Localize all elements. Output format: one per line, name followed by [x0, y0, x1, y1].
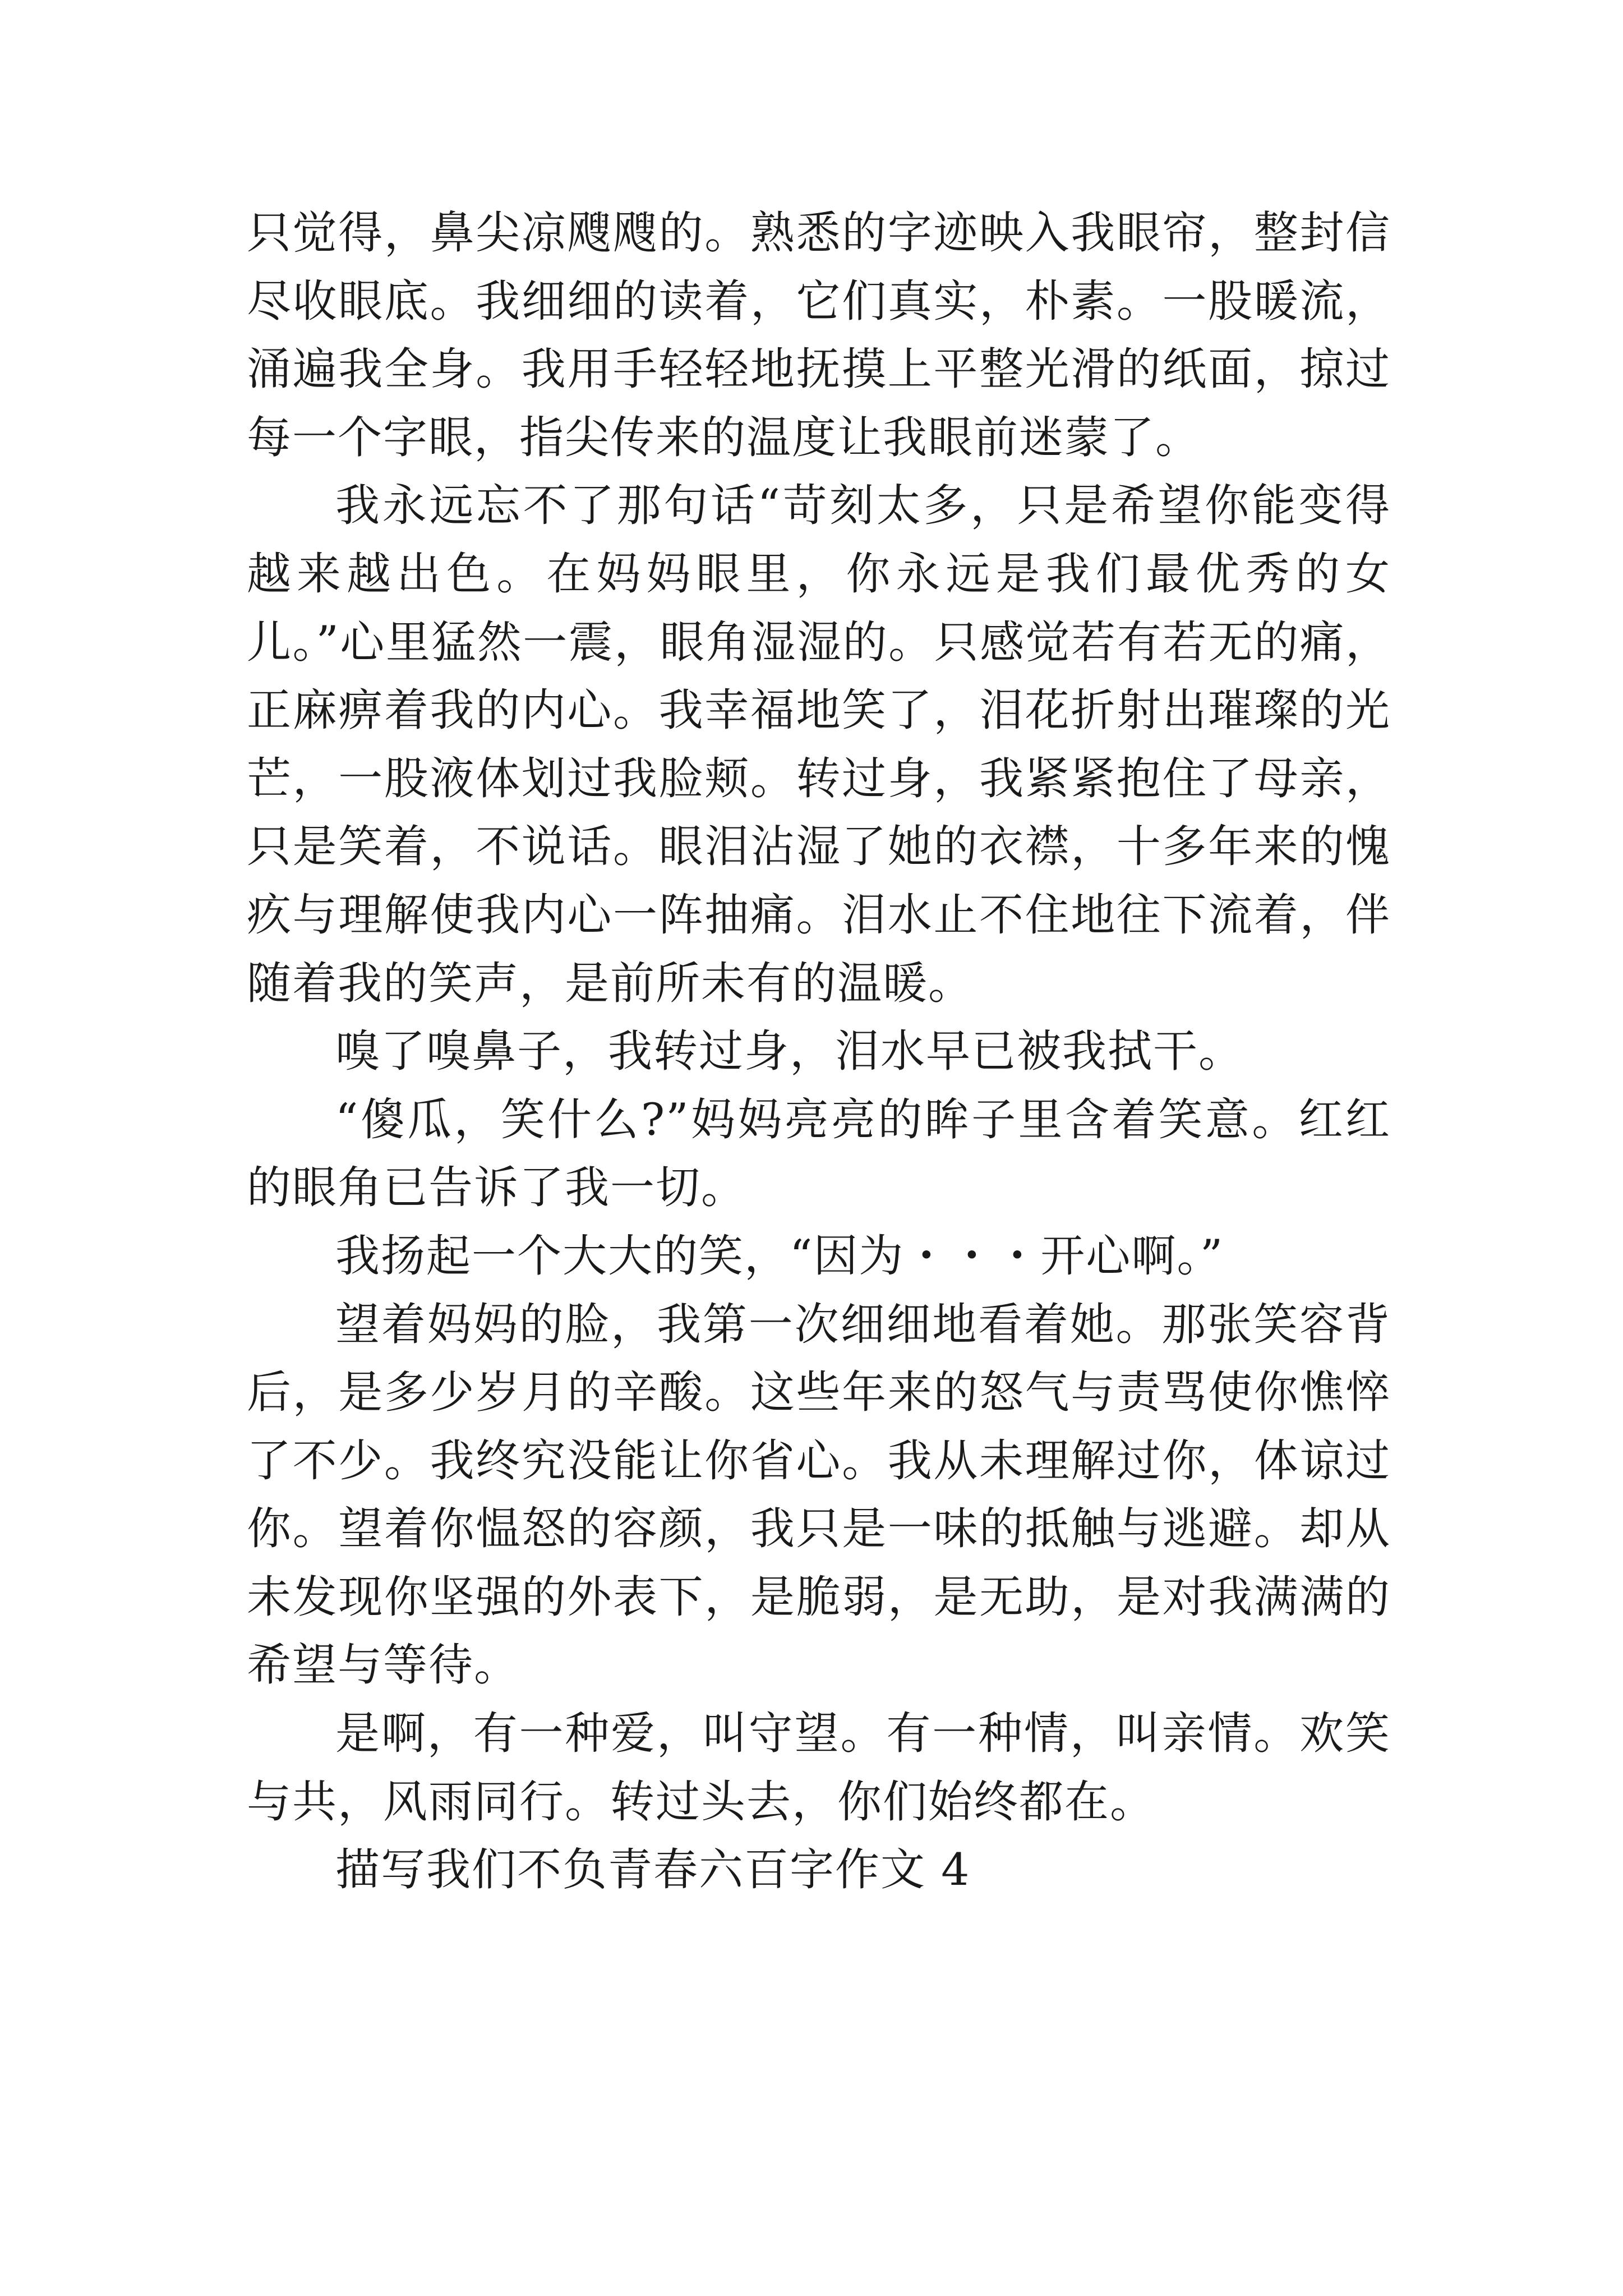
- paragraph: 我扬起一个大大的笑，“因为・・・开心啊。”: [335, 1230, 1224, 1282]
- paragraph: 望着妈妈的脸，我第一次细细地看着她。那张笑容背后，是多少岁月的辛酸。这些年来的怒气与责骂使你憔悴了不少。我终究没能让你省心。我从未理解过你，体谅过你。望着你愠怒的容颜，我只是一味的抵触与逃避。却从未发现你坚强的外表下，是脆弱，是无助，是对我满满的希望与等待。: [247, 1298, 1391, 1691]
- paragraph: 是啊，有一种爱，叫守望。有一种情，叫亲情。欢笑与共，风雨同行。转过头去，你们始终都在。: [247, 1708, 1391, 1828]
- paragraph-continuation: 只觉得，鼻尖凉飕飕的。熟悉的字迹映入我眼帘，整封信尽收眼底。我细细的读着，它们真实，朴素。一股暖流，涌遍我全身。我用手轻轻地抚摸上平整光滑的纸面，掠过每一个字眼，指尖传来的温度让我眼前迷蒙了。: [247, 207, 1391, 463]
- document-body: [247, 199, 1391, 1904]
- section-heading: 描写我们不负青春六百字作文 4: [335, 1844, 971, 1896]
- paragraph: 我永远忘不了那句话“苛刻太多，只是希望你能变得越来越出色。在妈妈眼里，你永远是我们最优秀的女儿。”心里猛然一震，眼角湿湿的。只感觉若有若无的痛，正麻痹着我的内心。我幸福地笑了，泪花折射出璀璨的光芒，一股液体划过我脸颊。转过身，我紧紧抱住了母亲，只是笑着，不说话。眼泪沾湿了她的衣襟，十多年来的愧疚与理解使我内心一阵抽痛。泪水止不住地往下流着，伴随着我的笑声，是前所未有的温暖。: [247, 480, 1391, 1009]
- paragraph: 嗅了嗅鼻子，我转过身，泪水早已被我拭干。: [335, 1025, 1244, 1078]
- paragraph: “傻瓜，笑什么?”妈妈亮亮的眸子里含着笑意。红红的眼角已告诉了我一切。: [247, 1093, 1391, 1214]
